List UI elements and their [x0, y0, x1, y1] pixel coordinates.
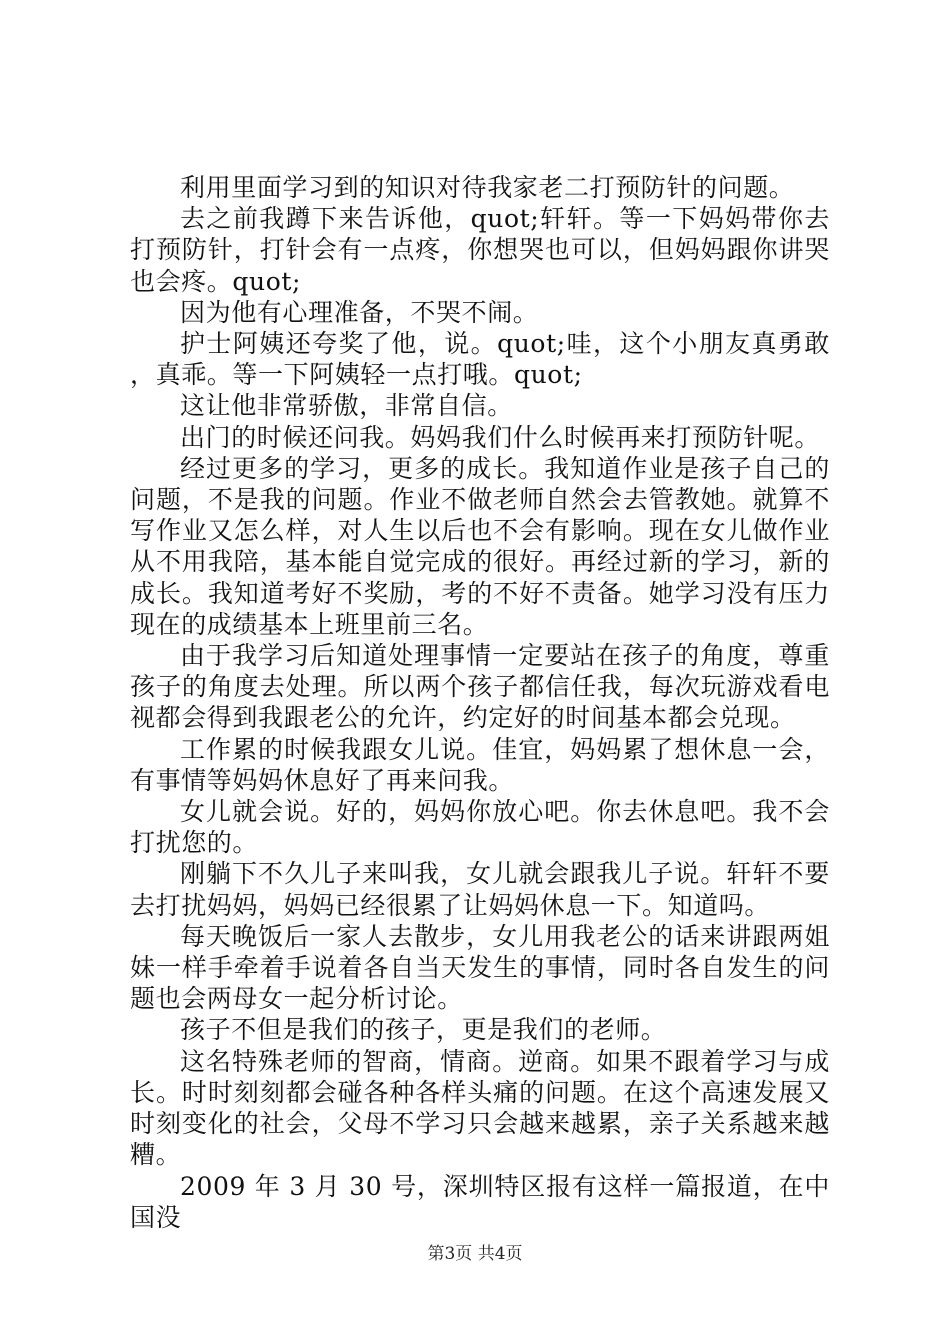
paragraph: 这名特殊老师的智商，情商。逆商。如果不跟着学习与成长。时时刻刻都会碰各种各样头痛的问题。在这个高速发展又时刻变化的社会，父母不学习只会越来越累，亲子关系越来越糟。: [130, 1046, 830, 1170]
paragraph: 因为他有心理准备，不哭不闹。: [180, 297, 539, 327]
paragraph: 经过更多的学习，更多的成长。我知道作业是孩子自己的问题，不是我的问题。作业不做老师自然会去管教她。就算不写作业又怎么样，对人生以后也不会有影响。现在女儿做作业从不用我陪，基本能自觉完成的很好。再经过新的学习，新的成长。我知道考好不奖励，考的不好不责备。她学习没有压力现在的成绩基本上班里前三名。: [130, 453, 830, 639]
paragraph: 由于我学习后知道处理事情一定要站在孩子的角度，尊重孩子的角度去处理。所以两个孩子都信任我，每次玩游戏看电视都会得到我跟老公的允许，约定好的时间基本都会兑现。: [130, 641, 830, 733]
paragraph: 出门的时候还问我。妈妈我们什么时候再来打预防针呢。: [180, 422, 821, 452]
paragraph: 女儿就会说。好的，妈妈你放心吧。你去休息吧。我不会打扰您的。: [130, 797, 830, 858]
paragraph: 刚躺下不久儿子来叫我，女儿就会跟我儿子说。轩轩不要去打扰妈妈，妈妈已经很累了让妈妈休息一下。知道吗。: [130, 859, 830, 920]
paragraph: 护士阿姨还夸奖了他，说。quot;哇，这个小朋友真勇敢，真乖。等一下阿姨轻一点打哦。quot;: [130, 329, 830, 390]
paragraph: 去之前我蹲下来告诉他，quot;轩轩。等一下妈妈带你去打预防针，打针会有一点疼，你想哭也可以，但妈妈跟你讲哭也会疼。quot;: [130, 204, 830, 296]
paragraph: 2009 年 3 月 30 号，深圳特区报有这样一篇报道，在中国没: [130, 1171, 830, 1232]
document-body: [130, 172, 830, 1233]
page-footer: 第3页 共4页: [427, 1244, 523, 1264]
paragraph: 每天晚饭后一家人去散步，女儿用我老公的话来讲跟两姐妹一样手牵着手说着各自当天发生的事情，同时各自发生的问题也会两母女一起分析讨论。: [130, 921, 830, 1014]
paragraph: 这让他非常骄傲，非常自信。: [180, 391, 513, 421]
paragraph: 利用里面学习到的知识对待我家老二打预防针的问题。: [180, 173, 795, 202]
paragraph: 工作累的时候我跟女儿说。佳宜，妈妈累了想休息一会，有事情等妈妈休息好了再来问我。: [130, 734, 830, 795]
paragraph: 孩子不但是我们的孩子，更是我们的老师。: [180, 1015, 667, 1045]
